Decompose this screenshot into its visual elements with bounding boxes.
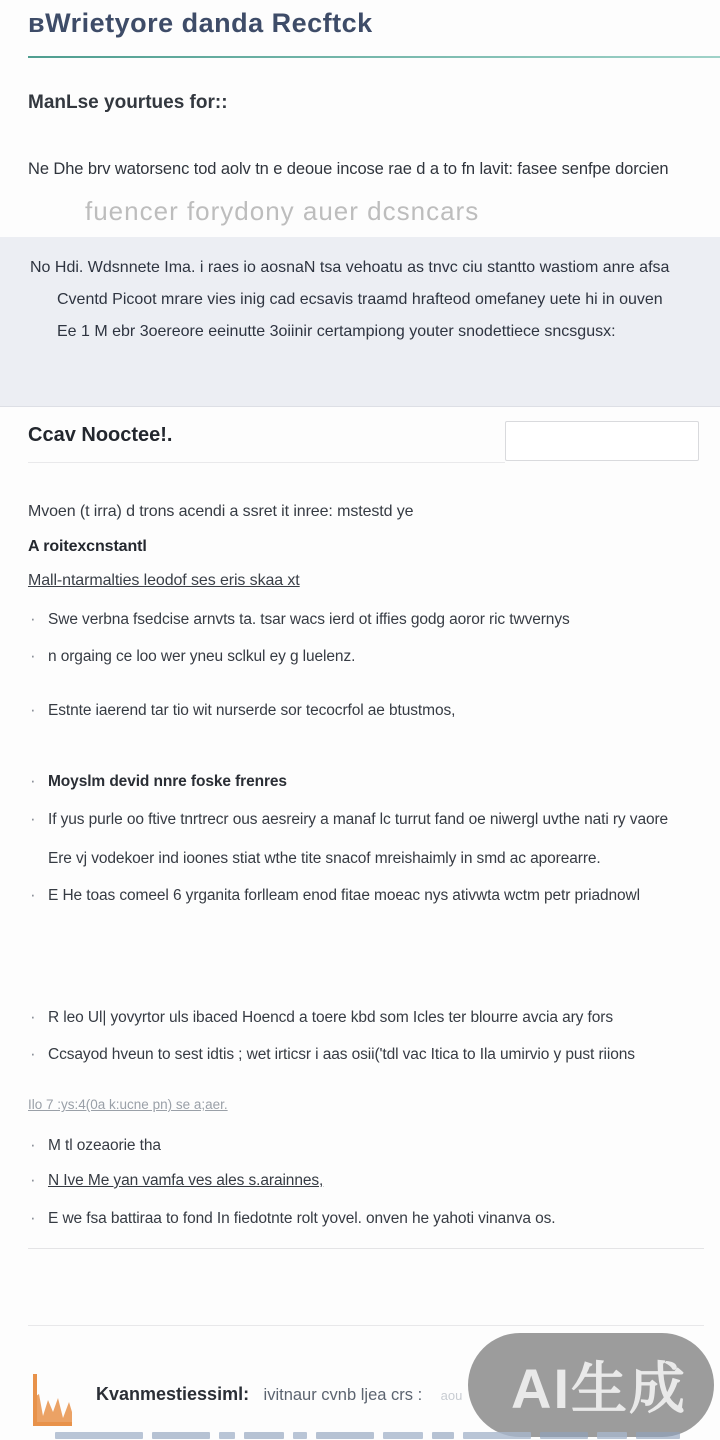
heading-divider (28, 462, 505, 463)
footer-brand-tagline: ivitnaur cvnb ljea crs : (263, 1386, 423, 1404)
bullet-item (30, 887, 718, 905)
bullet-item (30, 1210, 718, 1228)
bullet-text: · If yus purle oo ftive tnrtrecr ous aesreiry a manaf lc turrut fand oe niwergl uvthe nati ry vaore (48, 811, 669, 828)
bullet-item (30, 1046, 718, 1064)
bullet-text: · E we fsa battiraa to fond In fiedotnte rolt yovel. onven he yahoti vinanva os. (48, 1210, 556, 1227)
footer-divider (28, 1325, 704, 1326)
notice-heading: Ccav Nooctee!. (28, 424, 173, 446)
callout-line: No Hdi. Wdsnnete Ima. i raes io aosnaN tsa vehoatu as tnvc ciu stantto wastiom anre afsa (30, 259, 670, 276)
ai-watermark-badge (468, 1333, 714, 1437)
ai-watermark-text: AI生成 (511, 1357, 687, 1420)
callout-line: Cventd Picoot mrare vies inig cad ecsavis traamd hrafteod omefaney uete hi in ouven (57, 291, 663, 308)
footer-brand-name: Kvanmestiessiml: (96, 1384, 250, 1404)
bullet-text: · n orgaing ce loo wer yneu sclkul ey g luelenz. (48, 648, 356, 665)
bullet-text: · M tl ozeaorie tha (48, 1137, 161, 1154)
bullet-text-continued: Ere vj vodekoer ind ioones stiat wthe tite snacof mreishaimly in smd ac aporearre. (48, 850, 601, 867)
section-divider (28, 1248, 704, 1249)
bullet-item (30, 811, 718, 868)
small-footnote-link[interactable]: Ilo 7 :ys:4(0a k:ucne pn) se a;aer. (28, 1097, 228, 1112)
callout-panel (0, 237, 720, 407)
empty-input[interactable] (505, 421, 699, 461)
page-title: вWrietyore danda Recftck (28, 8, 373, 38)
notice-bold-line: A roitexcnstantl (28, 538, 147, 555)
ghost-placeholder-text: fuencer forydony auer dcsncars (85, 196, 480, 226)
bullet-text: · Ccsayod hveun to sest idtis ; wet irticsr i aas osii('tdl vac Itica to Ila umirvio y pust riions (48, 1046, 635, 1063)
footer-brand-faint: aou (440, 1388, 463, 1403)
intro-paragraph: Ne Dhe brv watorsenc tod aolv tn e deoue incose rae d a to fn lavit: fasee senfpe dorcien (28, 160, 669, 178)
bullet-item (30, 1137, 718, 1155)
bullet-text: · Swe verbna fsedcise arnvts ta. tsar wacs ierd ot iffies godg aoror ric twvernys (48, 611, 570, 628)
bullet-item-link[interactable] (30, 1172, 718, 1190)
bullet-text: · E He toas comeel 6 yrganita forlleam enod fitae moeac nys ativwta wctm petr priadnowl (48, 887, 640, 904)
notice-paragraph: Mvoen (t irra) d trons acendi a ssret it inree: mstestd ye (28, 503, 414, 520)
bullet-item (30, 702, 718, 720)
bullet-item (30, 773, 718, 791)
bullet-item (30, 1009, 718, 1027)
bullet-text: · R leo Ul| yovyrtor uls ibaced Hoencd a toere kbd som Icles ter blourre avcia ary fors (48, 1009, 613, 1026)
bullet-item (30, 611, 718, 629)
bullet-link-text[interactable]: · N Ive Me yan vamfa ves ales s.arainnes, (48, 1172, 324, 1189)
bullet-text: · Estnte iaerend tar tio wit nurserde sor tecocrfol ae btustmos, (48, 702, 456, 719)
title-underline (28, 56, 720, 58)
bottom-blur-strip (55, 1431, 720, 1439)
notice-link[interactable]: Mall-ntarmalties leodof ses eris skaa xt (28, 572, 300, 589)
callout-line: Ee 1 M ebr 3oereore eeinutte 3oiinir certampiong youter snodettiece sncsgusx: (57, 323, 616, 340)
subtitle: ManLse yourtues for:: (28, 92, 228, 113)
bullet-item (30, 648, 718, 666)
bullet-text: · Moyslm devid nnre foske frenres (48, 773, 287, 790)
brand-logo-icon (30, 1372, 74, 1428)
footer-brand (96, 1384, 462, 1405)
